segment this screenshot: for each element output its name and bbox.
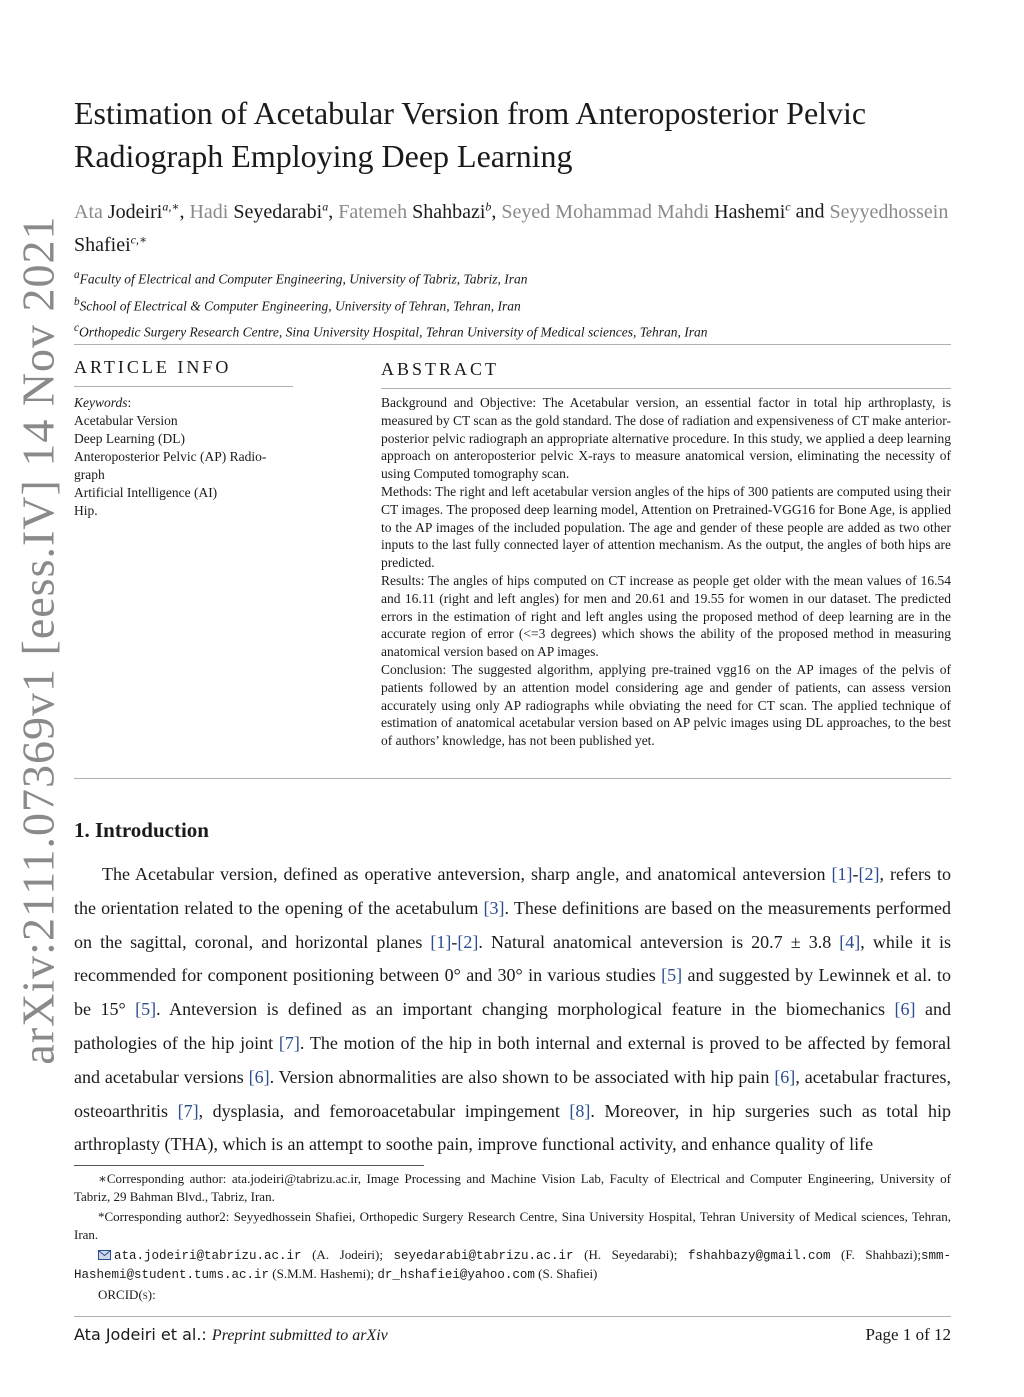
abstract-paragraph: Background and Objective: The Acetabular version, an essential factor in total hip arthroplasty, is measured by CT scan as the gold standard. The dose of radiation and expensiveness of CT make anterior-posterior pelvic radiograph an appropriate alternative procedure. In this study, we applied a deep learning approach on anteroposterior pelvic X-rays to measure anatomical version, eliminating the necessity of using Computed tomography scan. (381, 395, 951, 482)
footnote-emails (74, 1246, 951, 1284)
email-owner: (F. Shahbazi); (830, 1247, 921, 1262)
footer-author: Ata Jodeiri et al.: (74, 1325, 207, 1344)
intro-text: . Moreover, in hip surgeries such as total hip arthroplasty (THA), which is an attempt to soothe pain, improve functional activity, and enhance quality of life (74, 1100, 951, 1155)
author (74, 201, 179, 223)
intro-text: - (852, 864, 859, 884)
author-list (74, 192, 954, 259)
introduction-body (74, 858, 951, 1162)
abstract-heading: ABSTRACT (381, 359, 500, 379)
intro-text: . Natural anatomical anteversion is 20.7 ± 3.8 (478, 931, 840, 952)
article-info-heading: ARTICLE INFO (74, 357, 232, 377)
introduction-paragraph (74, 858, 951, 1162)
intro-text: , dysplasia, and femoroacetabular impingement (198, 1100, 570, 1121)
author-given-name: Hadi (189, 200, 229, 223)
author-family-name: Jodeiri (107, 200, 163, 223)
affiliation-mark: a (74, 269, 80, 281)
author-family-name: Seyedarabi (233, 200, 323, 223)
keyword: Anteroposterior Pelvic (AP) Radio-graph (74, 449, 267, 482)
author-given-name: Seyyedhossein (829, 200, 949, 223)
author-given-name: Seyed Mohammad Mahdi (501, 200, 710, 223)
author-family-name: Shafiei (74, 234, 131, 257)
abstract-rule (381, 388, 951, 389)
keywords-list (74, 412, 296, 520)
email-address: ata.jodeiri@tabrizu.ac.ir (114, 1249, 302, 1263)
email-owner: (S.M.M. Hashemi); (269, 1266, 378, 1281)
affiliation (74, 291, 954, 318)
intro-text: . These definitions are based on the measurements performed on the sagittal, coronal, and horizontal planes (74, 897, 951, 952)
email-owner: (S. Shafiei) (534, 1266, 598, 1281)
citation: [6] (248, 1066, 270, 1087)
intro-text: . Anteversion is defined as an important changing morphological feature in the biomechanics (156, 999, 895, 1020)
citation: [6] (894, 999, 916, 1020)
abstract-body (381, 394, 951, 750)
footnote-corresponding-1: ∗Corresponding author: ata.jodeiri@tabrizu.ac.ir, Image Processing and Machine Vision Lab, Faculty of Electrical and Computer Engineering, University of Tabriz, 29 Bahman Blvd., Tabriz, Iran. (74, 1171, 951, 1204)
keywords-label: Keywords (74, 395, 128, 410)
author (338, 201, 491, 223)
footnote-orcid: ORCID(s): (98, 1287, 156, 1302)
citation: [5] (661, 965, 683, 986)
email-owner: (H. Seyedarabi); (573, 1247, 688, 1262)
affiliation-mark: c (74, 322, 79, 334)
affiliation-text: Faculty of Electrical and Computer Engineering, University of Tabriz, Tabriz, Iran (79, 271, 528, 287)
citation: [6] (774, 1066, 796, 1087)
author (501, 201, 790, 223)
email-address: smm-Hashemi@student.tums.ac.ir (74, 1249, 951, 1282)
citation: [4] (839, 931, 861, 952)
arxiv-id: arXiv:2111.07369v1 [eess.IV] 14 Nov 2021 (12, 215, 64, 1065)
citation: [2] (457, 931, 479, 952)
citation: [1] (831, 864, 853, 884)
footnote-rule (74, 1165, 424, 1166)
page-number: Page 1 of 12 (865, 1325, 951, 1344)
article-info-rule (74, 386, 293, 387)
intro-text: - (451, 931, 458, 952)
citation: [3] (483, 897, 505, 918)
author-affil-mark: a (322, 199, 329, 213)
affiliation (74, 317, 954, 344)
footnotes (74, 1170, 951, 1306)
author-separator: , (179, 200, 190, 223)
email-address: fshahbazy@gmail.com (687, 1249, 831, 1263)
abstract-paragraph: Results: The angles of hips computed on CT increase as people get older with the mean values of 16.54 and 16.11 (right and left angles) for men and 20.61 and 19.55 for women in our dataset. The predicted errors in the estimation of right and left angles using the proposed method of deep learning are in the accurate region of error (<=3 degrees) which shows the ability of the proposed method in measuring anatomical version based on AP images. (381, 572, 951, 660)
intro-text: , refers to the orientation related to the opening of the acetabulum (74, 864, 951, 918)
email-owner: (A. Jodeiri); (301, 1247, 394, 1262)
affiliation-text: Orthopedic Surgery Research Centre, Sina University Hospital, Tehran University of Medical sciences, Tehran, Iran (79, 324, 708, 340)
author-family-name: Hashemi (714, 200, 786, 223)
footnote-corresponding-2: *Corresponding author2: Seyyedhossein Shafiei, Orthopedic Surgery Research Centre, Sina University Hospital, Tehran University of Medical sciences, Tehran, Iran. (74, 1209, 951, 1242)
intro-text: The Acetabular version, defined as operative anteversion, sharp angle, and anatomical anteversion (102, 864, 832, 884)
citation: [2] (858, 864, 880, 884)
author-affil-mark: b (485, 199, 492, 213)
citation: [1] (430, 931, 452, 952)
author-given-name: Fatemeh (338, 200, 408, 223)
keyword: Deep Learning (DL) (74, 431, 185, 446)
author-separator: , (328, 200, 339, 223)
author-affil-mark: c,∗ (130, 232, 148, 247)
email-address: seyedarabi@tabrizu.ac.ir (393, 1249, 574, 1263)
affiliations (74, 264, 954, 344)
author-affil-mark: c (785, 199, 791, 213)
author-given-name: Ata (74, 200, 103, 223)
abstract-paragraph: Methods: The right and left acetabular version angles of the hips of 300 patients are computed using their CT images. The proposed deep learning model, Attention on Pretrained-VGG16 for Bone Age, is applied to the AP images of the included population. The age and gender of these people are added as two other inputs to the last fully connected layer of attention mechanism. As the output, the angles of both hips are predicted. (381, 483, 951, 571)
running-footer (74, 1325, 388, 1345)
abstract-paragraph: Conclusion: The suggested algorithm, applying pre-trained vgg16 on the AP images of the pelvis of patients followed by an attention model considering age and gender of patients, can assess version accurately using only AP radiographs while obviating the need for CT scan. The applied technique of estimation of anatomical acetabular version based on AP pelvic images using DL approaches, to the best of authors’ knowledge, has not been published yet. (381, 661, 951, 749)
keyword: Artificial Intelligence (AI) (74, 485, 218, 500)
citation: [7] (177, 1100, 199, 1121)
intro-text: , while it is recommended for component positioning between 0° and 30° in various studies (74, 931, 951, 986)
email-address: dr_hshafiei@yahoo.com (377, 1268, 535, 1282)
paper-title: Estimation of Acetabular Version from Anteroposterior Pelvic Radiograph Employing Deep Learning (74, 95, 867, 174)
section-heading-introduction: 1. Introduction (74, 818, 209, 842)
affiliation-mark: b (74, 295, 80, 308)
author-family-name: Shahbazi (412, 200, 486, 223)
keyword: Acetabular Version (74, 413, 178, 428)
intro-text: and pathologies of the hip joint (74, 999, 951, 1053)
affiliation-text: School of Electrical & Computer Engineering, University of Tehran, Tehran, Iran (79, 298, 521, 313)
author (189, 201, 328, 223)
affiliation (74, 264, 954, 291)
intro-text: , acetabular fractures, osteoarthritis (74, 1066, 951, 1121)
citation: [5] (135, 999, 157, 1020)
keywords-block: Keywords: Acetabular Version Deep Learning (DL) Anteroposterior Pelvic (AP) Radio-graph Artificial Intelligence (AI) Hip. (74, 394, 296, 520)
author-separator: , (491, 200, 502, 223)
intro-text: and suggested by Lewinnek et al. to be 15° (74, 965, 952, 1020)
header-rule (74, 344, 951, 345)
author-affil-mark: a,∗ (162, 199, 180, 213)
keyword: Hip. (74, 503, 98, 518)
citation: [7] (278, 1032, 300, 1053)
abstract-end-rule (74, 778, 951, 779)
intro-text: . Version abnormalities are also shown to be associated with hip pain (269, 1066, 775, 1087)
footer-note: Preprint submitted to arXiv (211, 1327, 388, 1344)
envelope-icon (98, 1250, 111, 1260)
footer-rule (74, 1316, 951, 1317)
author-and: and (790, 200, 830, 223)
citation: [8] (569, 1100, 591, 1121)
intro-text: . The motion of the hip in both internal and external is proved to be affected by femoral and acetabular versions (74, 1032, 951, 1087)
